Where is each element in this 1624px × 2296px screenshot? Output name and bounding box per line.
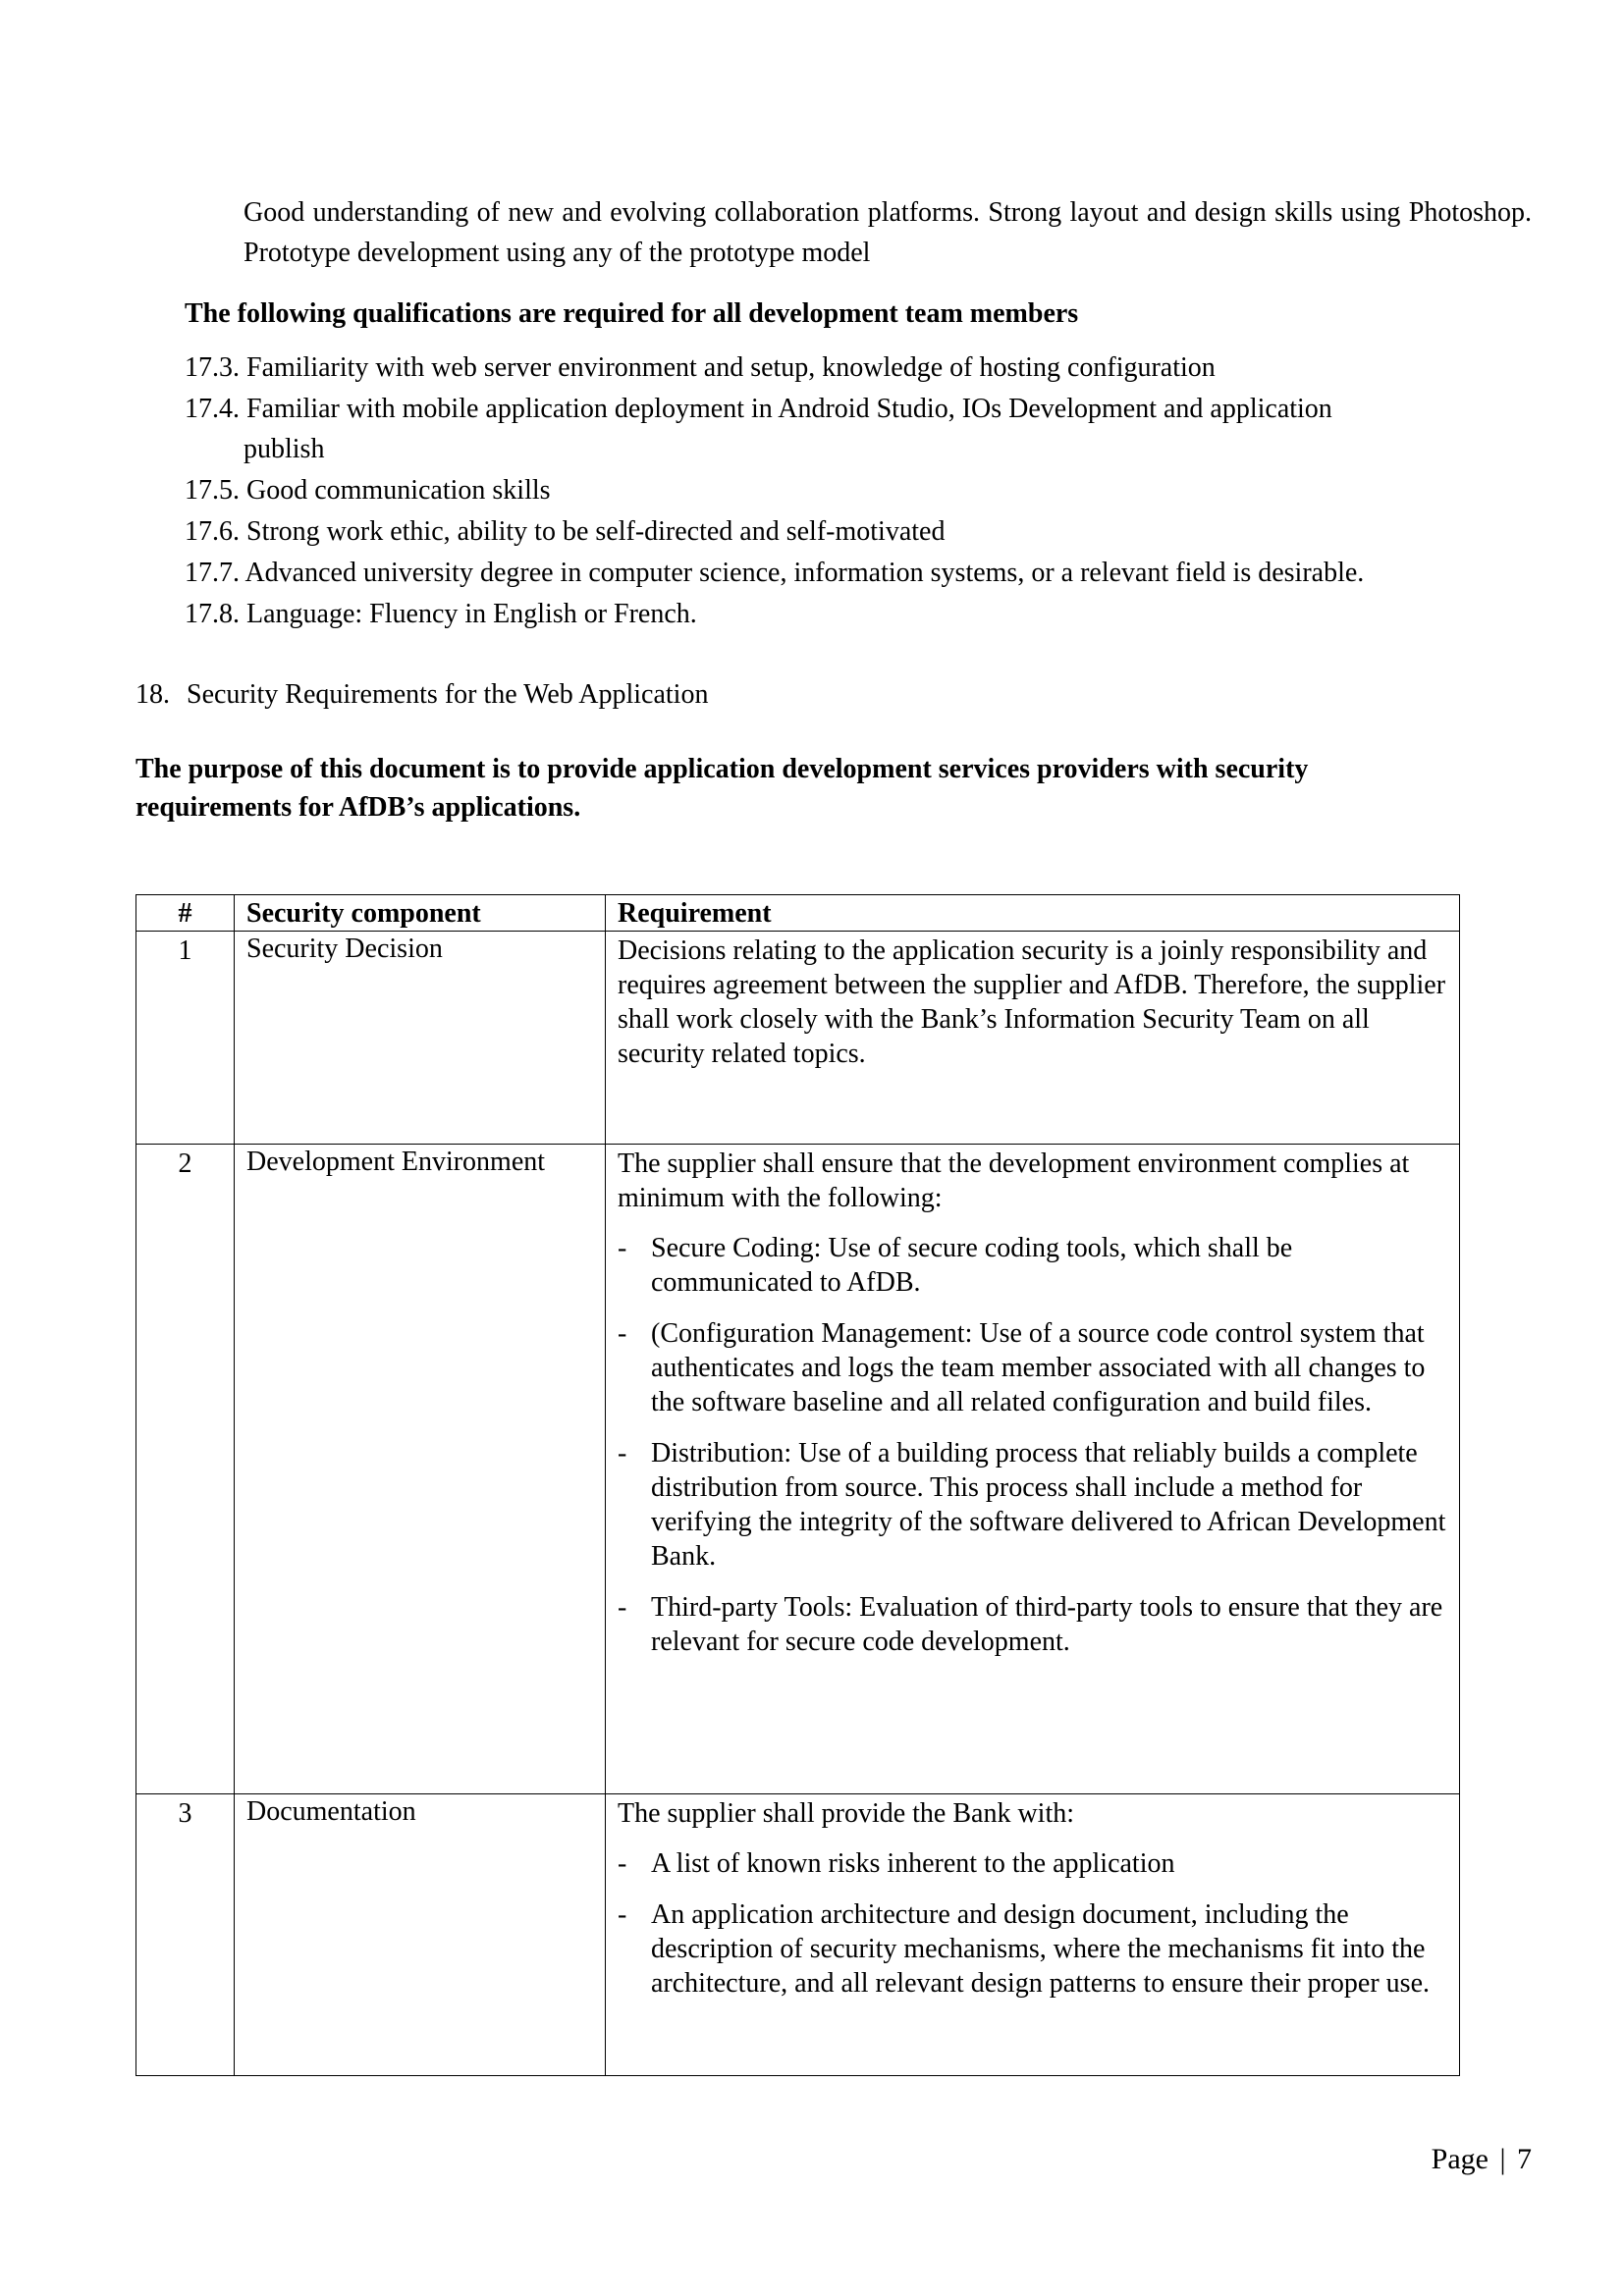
qualification-text-continued: publish: [244, 434, 325, 464]
qualification-text: 17.8. Language: Fluency in English or French.: [185, 599, 697, 629]
list-item: [618, 1846, 1447, 1881]
row-number: 2: [136, 1145, 235, 1794]
section-heading: [135, 675, 708, 715]
list-item: [185, 470, 1532, 510]
page-footer: [1432, 2140, 1532, 2179]
page-separator: |: [1499, 2143, 1506, 2175]
bullet-text: Distribution: Use of a building process that reliably builds a complete distribution from source. This process shall include a method for verifying the integrity of the software delivered to African Development Bank.: [651, 1438, 1446, 1572]
section-title: Security Requirements for the Web Application: [187, 679, 709, 710]
row-number: 1: [136, 932, 235, 1145]
qualification-text: 17.7. Advanced university degree in computer science, information systems, or a relevant field is desirable.: [185, 558, 1365, 588]
requirement-cell: [606, 1794, 1460, 2076]
security-requirements-table: [135, 894, 1460, 2076]
requirement-cell: [606, 932, 1460, 1145]
list-item: [185, 347, 1532, 388]
list-item: [618, 1316, 1447, 1419]
header-requirement: Requirement: [606, 895, 1460, 932]
page-number: 7: [1517, 2143, 1532, 2175]
list-item: [618, 1897, 1447, 2001]
requirement-text: The supplier shall provide the Bank with:: [618, 1798, 1075, 1829]
dash-bullet-icon: -: [618, 1899, 627, 1930]
bullet-text: Secure Coding: Use of secure coding tools, which shall be communicated to AfDB.: [651, 1233, 1293, 1298]
bullet-text: (Configuration Management: Use of a source code control system that authenticates and logs the team member associated with all changes to the software baseline and all related configuration and build files.: [651, 1318, 1426, 1417]
dash-bullet-icon: -: [618, 1438, 627, 1468]
qualification-text: 17.5. Good communication skills: [185, 475, 551, 506]
qualification-text: 17.6. Strong work ethic, ability to be self-directed and self-motivated: [185, 516, 946, 547]
table-row: [136, 1794, 1460, 2076]
list-item: [185, 511, 1532, 552]
list-item: [185, 594, 1532, 634]
table-row: [136, 1145, 1460, 1794]
list-item: [618, 1231, 1447, 1300]
requirement-bullets: [618, 1231, 1447, 1659]
bullet-text: Third-party Tools: Evaluation of third-party tools to ensure that they are relevant for secure code development.: [651, 1592, 1443, 1657]
list-item: [185, 553, 1532, 593]
qualifications-heading: The following qualifications are required for all development team members: [185, 298, 1079, 329]
section-number: 18.: [135, 679, 170, 710]
dash-bullet-icon: -: [618, 1318, 627, 1349]
row-number: 3: [136, 1794, 235, 2076]
list-item: [618, 1436, 1447, 1574]
table-header-row: [136, 895, 1460, 932]
security-component: Development Environment: [235, 1145, 606, 1794]
security-component: Documentation: [235, 1794, 606, 2076]
requirement-cell: [606, 1145, 1460, 1794]
table-row: [136, 932, 1460, 1145]
bullet-text: An application architecture and design document, including the description of security mechanisms, where the mechanisms fit into the architecture, and all relevant design patterns to ensure their proper use.: [651, 1899, 1431, 1999]
qualification-text: 17.3. Familiarity with web server environment and setup, knowledge of hosting configuration: [185, 352, 1216, 383]
dash-bullet-icon: -: [618, 1592, 627, 1623]
intro-paragraph: Good understanding of new and evolving collaboration platforms. Strong layout and design skills using Photoshop. Prototype development using any of the prototype model: [244, 197, 1532, 268]
list-item: [185, 389, 1532, 469]
requirement-text: Decisions relating to the application security is a joinly responsibility and requires agreement between the supplier and AfDB. Therefore, the supplier shall work closely with the Bank’s Information Security Team on all security related topics.: [618, 935, 1446, 1069]
page-label: Page: [1431, 2143, 1489, 2175]
list-item: [618, 1590, 1447, 1659]
requirement-text: The supplier shall ensure that the development environment complies at minimum with the following:: [618, 1148, 1410, 1213]
bullet-text: A list of known risks inherent to the application: [651, 1848, 1175, 1879]
header-number: #: [136, 895, 235, 932]
dash-bullet-icon: -: [618, 1848, 627, 1879]
qualification-text: 17.4. Familiar with mobile application deployment in Android Studio, IOs Development and application: [185, 394, 1332, 424]
requirement-bullets: [618, 1846, 1447, 2001]
dash-bullet-icon: -: [618, 1233, 627, 1263]
purpose-statement: The purpose of this document is to provide application development services providers with security requirements for AfDB’s applications.: [135, 754, 1309, 823]
qualifications-list: [185, 347, 1532, 635]
security-component: Security Decision: [235, 932, 606, 1145]
header-security-component: Security component: [235, 895, 606, 932]
